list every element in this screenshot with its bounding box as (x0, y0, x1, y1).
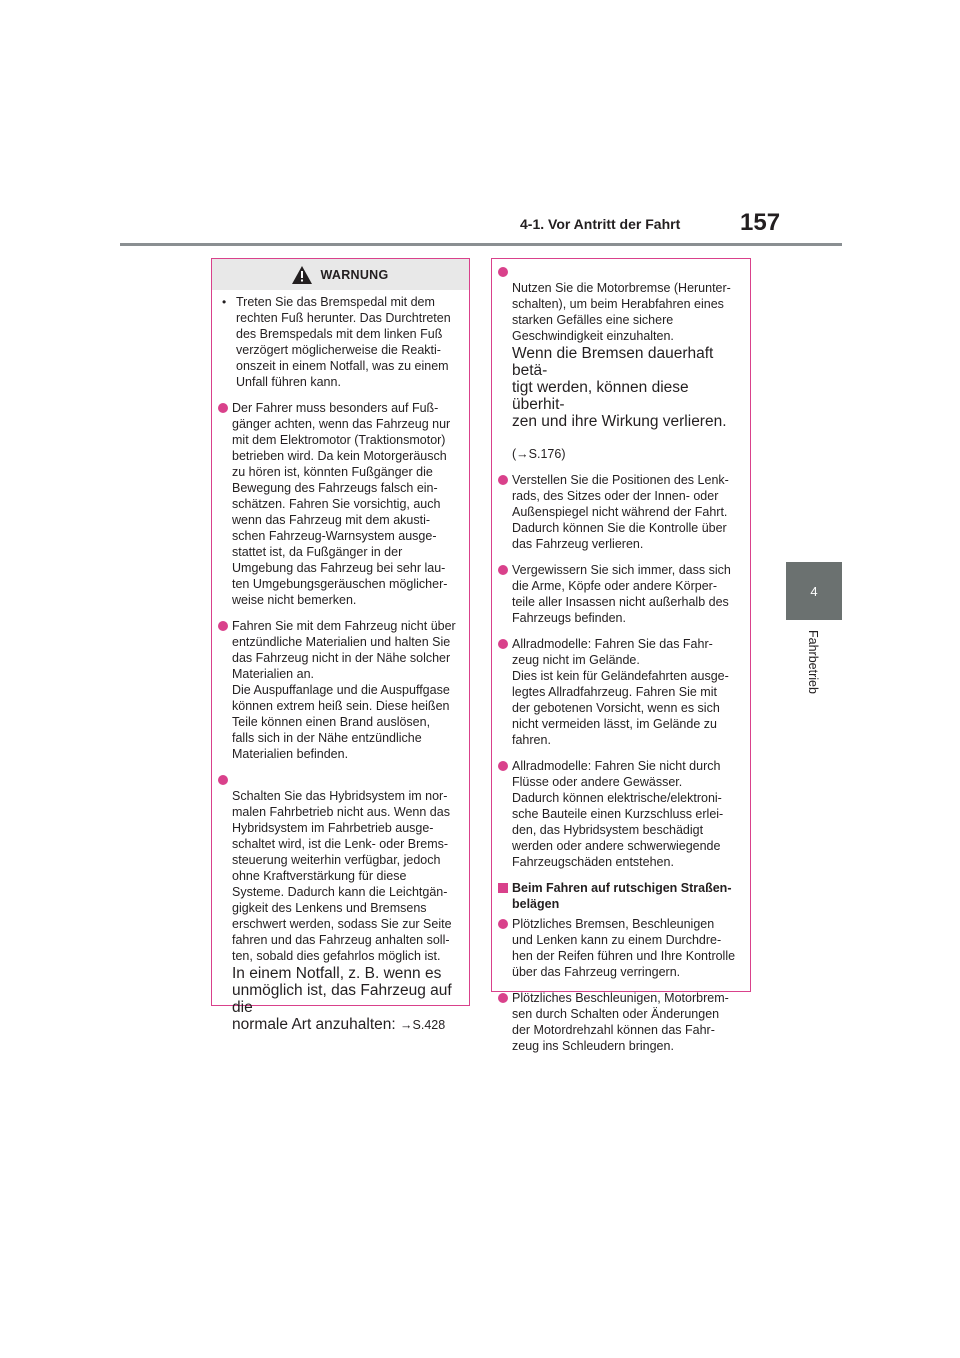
emphasized-text (232, 965, 459, 1034)
emphasized-line: In einem Notfall, z. B. wenn es unmöglich ist, das Fahrzeug auf die normale Art anzuhalten: (232, 965, 452, 1033)
pink-dot-icon (218, 400, 232, 608)
page-reference-link[interactable]: →S.428 (400, 1018, 446, 1032)
page-reference-link[interactable]: (→S.176) (512, 447, 566, 461)
pink-square-icon (498, 880, 512, 912)
pink-dot-icon (218, 772, 232, 1050)
pink-dot-icon (498, 758, 512, 870)
pink-dot-icon (498, 562, 512, 626)
list-item (498, 916, 740, 980)
list-item-text: Verstellen Sie die Positionen des Lenk- rads, des Sitzes oder der Innen- oder Außenspiegel nicht während der Fahrt. Dadurch können Sie die Kontrolle über das Fahrzeug verlieren. (512, 473, 729, 551)
item-text: Schalten Sie das Hybridsystem im nor- malen Fahrbetrieb nicht aus. Wenn das Hybridsystem im Fahrbetrieb ausge- schaltet wird, ist die Lenk- oder Brems- steuerung weiterhin verfügbar, jedoch ohne Kraftverstärkung für diese Systeme. Dadurch kann die Leichtgän- gigkeit des Lenkens und Bremsens erschwert werden, sodass Sie zur Seite fahren und das Fahrzeug anhalten soll- ten, sobald dies gefahrlos möglich ist. (232, 789, 452, 963)
list-item-text: Plötzliches Beschleunigen, Motorbrem- sen durch Schalten oder Änderungen der Motordrehzahl können das Fahr- zeug ins Schleudern bringen. (512, 991, 729, 1053)
chapter-label: Fahrbetrieb (806, 630, 820, 694)
subheading-text: Beim Fahren auf rutschigen Straßen- belägen (512, 881, 732, 911)
info-content (492, 259, 750, 1070)
list-item-text: Fahren Sie mit dem Fahrzeug nicht über entzündliche Materialien und halten Sie das Fahrzeug nicht in der Nähe solcher Materialien an. Die Auspuffanlage und die Auspuffgase können extrem heiß sein. Diese heißen Teile können einen Brand auslösen, falls sich in der Nähe entzündliche Materialien befinden. (232, 619, 456, 761)
warning-box (211, 258, 470, 1033)
bullet-mark: • (222, 295, 227, 309)
warning-title: WARNUNG (320, 267, 389, 282)
list-item-text (232, 772, 459, 1050)
list-item (218, 618, 459, 762)
list-item-text (512, 264, 740, 462)
pink-dot-icon (498, 990, 512, 1054)
list-item (498, 636, 740, 748)
section-title: 4-1. Vor Antritt der Fahrt (520, 216, 681, 232)
page-number: 157 (740, 209, 781, 236)
warning-content (212, 290, 469, 1066)
pink-dot-icon (498, 916, 512, 980)
list-item-text: Allradmodelle: Fahren Sie das Fahr- zeug nicht im Gelände. Dies ist kein für Geländefahrten ausge- legtes Allradfahrzeug. Fahren Sie mit der gebotenen Vorsicht, wenn es sich nicht vermeiden lässt, im Gelände zu fahren. (512, 637, 729, 747)
header-rule (120, 243, 842, 246)
pink-dot-icon (498, 264, 512, 462)
list-item (498, 264, 740, 462)
chapter-number: 4 (810, 583, 818, 599)
pink-dot-icon (498, 472, 512, 552)
list-item (498, 472, 740, 552)
pink-dot-icon (218, 618, 232, 762)
emphasized-text: Wenn die Bremsen dauerhaft betä- tigt werden, können diese überhit- zen und ihre Wirkung verlieren. (512, 345, 727, 430)
list-item-text: Plötzliches Bremsen, Beschleunigen und Lenken kann zu einem Durchdre- hen der Reifen führen und Ihre Kontrolle über das Fahrzeug verringern. (512, 917, 736, 979)
list-item (498, 758, 740, 870)
pink-dot-icon (498, 636, 512, 748)
list-item-text: Treten Sie das Bremspedal mit dem rechten Fuß herunter. Das Durchtreten des Bremspedals mit dem linken Fuß verzögert möglicherweise die Reakti- onszeit in einem Notfall, was zu einem Unfall führen kann. (236, 295, 451, 389)
warning-triangle-icon (292, 266, 312, 284)
warning-header (212, 259, 469, 290)
info-box (491, 258, 751, 1053)
list-item-text: Der Fahrer muss besonders auf Fuß- gänger achten, wenn das Fahrzeug nur mit dem Elektromotor (Traktionsmotor) betrieben wird. Da kein Motorgeräusch zu hören ist, könnten Fußgänger die Bewegung des Fahrzeugs falsch ein- schätzen. Fahren Sie vorsichtig, auch wenn das Fahrzeug mit dem akusti- schen Fahrzeug-Warnsystem ausge- stattet ist, da Fußgänger in der Umgebung das Fahrzeug bei sehr lau- ten Umgebungsgeräuschen möglicher- weise nicht bemerken. (232, 401, 451, 607)
list-item (498, 562, 740, 626)
item-text: Nutzen Sie die Motorbremse (Herunter- schalten), um beim Herabfahren eines starken Gefälles eine sichere Geschwindigkeit einzuhalten. (512, 281, 731, 343)
list-item-text: Vergewissern Sie sich immer, dass sich die Arme, Köpfe oder andere Körper- teile aller Insassen nicht außerhalb des Fahrzeugs befinden. (512, 563, 731, 625)
list-item (218, 294, 459, 390)
list-item (498, 990, 740, 1054)
subheading (498, 880, 740, 912)
list-item-text: Allradmodelle: Fahren Sie nicht durch Flüsse oder andere Gewässer. Dadurch können elektrische/elektroni- sche Bauteile einen Kurzschluss erlei- den, das Hybridsystem beschädigt werden oder andere schwerwiegende Fahrzeugschäden entstehen. (512, 759, 724, 869)
list-item (218, 400, 459, 608)
chapter-tab (786, 562, 842, 620)
list-item (218, 772, 459, 1050)
